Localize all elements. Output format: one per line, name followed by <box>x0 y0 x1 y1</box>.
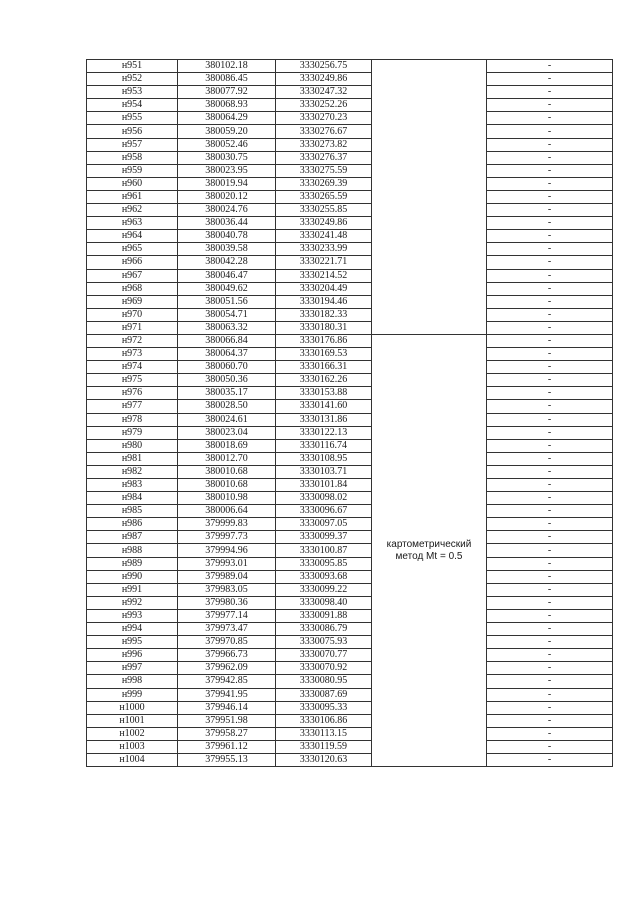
x-coordinate-cell: 380030.75 <box>178 151 276 164</box>
x-coordinate-cell: 380010.68 <box>178 479 276 492</box>
x-coordinate-cell: 380019.94 <box>178 177 276 190</box>
dash-cell: - <box>487 387 613 400</box>
x-coordinate-cell: 380059.20 <box>178 125 276 138</box>
y-coordinate-cell: 3330106.86 <box>276 714 372 727</box>
dash-cell: - <box>487 308 613 321</box>
y-coordinate-cell: 3330099.37 <box>276 531 372 544</box>
y-coordinate-cell: 3330265.59 <box>276 190 372 203</box>
y-coordinate-cell: 3330103.71 <box>276 465 372 478</box>
dash-cell: - <box>487 321 613 334</box>
point-id-cell: н994 <box>87 623 178 636</box>
table-row <box>87 714 613 727</box>
table-row <box>87 334 613 347</box>
table-row <box>87 217 613 230</box>
dash-cell: - <box>487 701 613 714</box>
coordinates-table <box>86 59 613 767</box>
dash-cell: - <box>487 400 613 413</box>
method-cell <box>372 60 487 335</box>
x-coordinate-cell: 379973.47 <box>178 623 276 636</box>
x-coordinate-cell: 380020.12 <box>178 190 276 203</box>
y-coordinate-cell: 3330214.52 <box>276 269 372 282</box>
x-coordinate-cell: 380010.98 <box>178 492 276 505</box>
y-coordinate-cell: 3330120.63 <box>276 753 372 766</box>
y-coordinate-cell: 3330166.31 <box>276 361 372 374</box>
x-coordinate-cell: 380024.61 <box>178 413 276 426</box>
table-row <box>87 282 613 295</box>
point-id-cell: н1000 <box>87 701 178 714</box>
dash-cell: - <box>487 99 613 112</box>
x-coordinate-cell: 379942.85 <box>178 675 276 688</box>
point-id-cell: н968 <box>87 282 178 295</box>
dash-cell: - <box>487 452 613 465</box>
y-coordinate-cell: 3330182.33 <box>276 308 372 321</box>
table-row <box>87 190 613 203</box>
dash-cell: - <box>487 243 613 256</box>
y-coordinate-cell: 3330276.67 <box>276 125 372 138</box>
y-coordinate-cell: 3330095.33 <box>276 701 372 714</box>
table-row <box>87 73 613 86</box>
point-id-cell: н1001 <box>87 714 178 727</box>
point-id-cell: н987 <box>87 531 178 544</box>
table-row <box>87 348 613 361</box>
table-row <box>87 426 613 439</box>
dash-cell: - <box>487 86 613 99</box>
dash-cell: - <box>487 295 613 308</box>
y-coordinate-cell: 3330098.02 <box>276 492 372 505</box>
point-id-cell: н972 <box>87 334 178 347</box>
point-id-cell: н957 <box>87 138 178 151</box>
y-coordinate-cell: 3330247.32 <box>276 86 372 99</box>
point-id-cell: н1003 <box>87 740 178 753</box>
table-row <box>87 636 613 649</box>
point-id-cell: н969 <box>87 295 178 308</box>
dash-cell: - <box>487 740 613 753</box>
x-coordinate-cell: 379955.13 <box>178 753 276 766</box>
x-coordinate-cell: 379961.12 <box>178 740 276 753</box>
dash-cell: - <box>487 426 613 439</box>
x-coordinate-cell: 380102.18 <box>178 60 276 73</box>
x-coordinate-cell: 380018.69 <box>178 439 276 452</box>
point-id-cell: н953 <box>87 86 178 99</box>
x-coordinate-cell: 379966.73 <box>178 649 276 662</box>
point-id-cell: н955 <box>87 112 178 125</box>
dash-cell: - <box>487 557 613 570</box>
table-row <box>87 557 613 570</box>
x-coordinate-cell: 380006.64 <box>178 505 276 518</box>
table-row <box>87 413 613 426</box>
point-id-cell: н986 <box>87 518 178 531</box>
table-row <box>87 387 613 400</box>
table-row <box>87 479 613 492</box>
method-cell: картометрический метод Mt = 0.5 <box>372 334 487 766</box>
point-id-cell: н991 <box>87 583 178 596</box>
table-row <box>87 243 613 256</box>
point-id-cell: н958 <box>87 151 178 164</box>
point-id-cell: н954 <box>87 99 178 112</box>
dash-cell: - <box>487 544 613 557</box>
x-coordinate-cell: 379997.73 <box>178 531 276 544</box>
dash-cell: - <box>487 518 613 531</box>
dash-cell: - <box>487 361 613 374</box>
dash-cell: - <box>487 688 613 701</box>
point-id-cell: н952 <box>87 73 178 86</box>
table-row <box>87 531 613 544</box>
point-id-cell: н996 <box>87 649 178 662</box>
table-row <box>87 269 613 282</box>
table-row <box>87 662 613 675</box>
dash-cell: - <box>487 583 613 596</box>
dash-cell: - <box>487 492 613 505</box>
x-coordinate-cell: 380054.71 <box>178 308 276 321</box>
y-coordinate-cell: 3330070.92 <box>276 662 372 675</box>
y-coordinate-cell: 3330099.22 <box>276 583 372 596</box>
x-coordinate-cell: 379980.36 <box>178 596 276 609</box>
point-id-cell: н1004 <box>87 753 178 766</box>
x-coordinate-cell: 380023.04 <box>178 426 276 439</box>
y-coordinate-cell: 3330276.37 <box>276 151 372 164</box>
table-row <box>87 701 613 714</box>
x-coordinate-cell: 380052.46 <box>178 138 276 151</box>
y-coordinate-cell: 3330075.93 <box>276 636 372 649</box>
table-row <box>87 452 613 465</box>
y-coordinate-cell: 3330249.86 <box>276 73 372 86</box>
table-row <box>87 112 613 125</box>
x-coordinate-cell: 380012.70 <box>178 452 276 465</box>
y-coordinate-cell: 3330275.59 <box>276 164 372 177</box>
point-id-cell: н963 <box>87 217 178 230</box>
table-row <box>87 138 613 151</box>
y-coordinate-cell: 3330269.39 <box>276 177 372 190</box>
point-id-cell: н959 <box>87 164 178 177</box>
x-coordinate-cell: 380077.92 <box>178 86 276 99</box>
y-coordinate-cell: 3330113.15 <box>276 727 372 740</box>
y-coordinate-cell: 3330091.88 <box>276 609 372 622</box>
point-id-cell: н964 <box>87 230 178 243</box>
y-coordinate-cell: 3330204.49 <box>276 282 372 295</box>
dash-cell: - <box>487 531 613 544</box>
x-coordinate-cell: 379999.83 <box>178 518 276 531</box>
point-id-cell: н977 <box>87 400 178 413</box>
x-coordinate-cell: 380064.37 <box>178 348 276 361</box>
x-coordinate-cell: 379989.04 <box>178 570 276 583</box>
table-row <box>87 230 613 243</box>
x-coordinate-cell: 380046.47 <box>178 269 276 282</box>
dash-cell: - <box>487 73 613 86</box>
y-coordinate-cell: 3330169.53 <box>276 348 372 361</box>
point-id-cell: н988 <box>87 544 178 557</box>
dash-cell: - <box>487 413 613 426</box>
table-row <box>87 86 613 99</box>
x-coordinate-cell: 379994.96 <box>178 544 276 557</box>
table-row <box>87 688 613 701</box>
table-row <box>87 99 613 112</box>
x-coordinate-cell: 379993.01 <box>178 557 276 570</box>
dash-cell: - <box>487 649 613 662</box>
table-row <box>87 727 613 740</box>
dash-cell: - <box>487 112 613 125</box>
y-coordinate-cell: 3330270.23 <box>276 112 372 125</box>
point-id-cell: н961 <box>87 190 178 203</box>
table-row <box>87 492 613 505</box>
y-coordinate-cell: 3330108.95 <box>276 452 372 465</box>
point-id-cell: н962 <box>87 204 178 217</box>
dash-cell: - <box>487 164 613 177</box>
dash-cell: - <box>487 596 613 609</box>
x-coordinate-cell: 380036.44 <box>178 217 276 230</box>
y-coordinate-cell: 3330101.84 <box>276 479 372 492</box>
point-id-cell: н982 <box>87 465 178 478</box>
y-coordinate-cell: 3330249.86 <box>276 217 372 230</box>
x-coordinate-cell: 380086.45 <box>178 73 276 86</box>
point-id-cell: н989 <box>87 557 178 570</box>
dash-cell: - <box>487 465 613 478</box>
dash-cell: - <box>487 675 613 688</box>
coordinates-table-body <box>87 60 613 767</box>
dash-cell: - <box>487 230 613 243</box>
table-row <box>87 308 613 321</box>
x-coordinate-cell: 380010.68 <box>178 465 276 478</box>
dash-cell: - <box>487 348 613 361</box>
dash-cell: - <box>487 256 613 269</box>
table-row <box>87 596 613 609</box>
x-coordinate-cell: 380060.70 <box>178 361 276 374</box>
dash-cell: - <box>487 269 613 282</box>
point-id-cell: н990 <box>87 570 178 583</box>
y-coordinate-cell: 3330093.68 <box>276 570 372 583</box>
y-coordinate-cell: 3330070.77 <box>276 649 372 662</box>
dash-cell: - <box>487 727 613 740</box>
x-coordinate-cell: 380039.58 <box>178 243 276 256</box>
point-id-cell: н985 <box>87 505 178 518</box>
x-coordinate-cell: 380050.36 <box>178 374 276 387</box>
dash-cell: - <box>487 138 613 151</box>
point-id-cell: н983 <box>87 479 178 492</box>
dash-cell: - <box>487 282 613 295</box>
point-id-cell: н966 <box>87 256 178 269</box>
x-coordinate-cell: 379977.14 <box>178 609 276 622</box>
y-coordinate-cell: 3330221.71 <box>276 256 372 269</box>
y-coordinate-cell: 3330122.13 <box>276 426 372 439</box>
table-row <box>87 583 613 596</box>
y-coordinate-cell: 3330100.87 <box>276 544 372 557</box>
dash-cell: - <box>487 505 613 518</box>
x-coordinate-cell: 379951.98 <box>178 714 276 727</box>
table-row <box>87 570 613 583</box>
table-row <box>87 675 613 688</box>
point-id-cell: н1002 <box>87 727 178 740</box>
point-id-cell: н995 <box>87 636 178 649</box>
point-id-cell: н967 <box>87 269 178 282</box>
y-coordinate-cell: 3330119.59 <box>276 740 372 753</box>
table-row <box>87 125 613 138</box>
x-coordinate-cell: 380028.50 <box>178 400 276 413</box>
table-row <box>87 753 613 766</box>
y-coordinate-cell: 3330255.85 <box>276 204 372 217</box>
x-coordinate-cell: 380068.93 <box>178 99 276 112</box>
y-coordinate-cell: 3330131.86 <box>276 413 372 426</box>
x-coordinate-cell: 379970.85 <box>178 636 276 649</box>
point-id-cell: н998 <box>87 675 178 688</box>
point-id-cell: н975 <box>87 374 178 387</box>
dash-cell: - <box>487 190 613 203</box>
point-id-cell: н980 <box>87 439 178 452</box>
x-coordinate-cell: 379958.27 <box>178 727 276 740</box>
y-coordinate-cell: 3330086.79 <box>276 623 372 636</box>
dash-cell: - <box>487 609 613 622</box>
table-row <box>87 740 613 753</box>
table-row <box>87 649 613 662</box>
y-coordinate-cell: 3330098.40 <box>276 596 372 609</box>
dash-cell: - <box>487 753 613 766</box>
table-row <box>87 204 613 217</box>
point-id-cell: н984 <box>87 492 178 505</box>
table-row <box>87 164 613 177</box>
point-id-cell: н974 <box>87 361 178 374</box>
x-coordinate-cell: 379962.09 <box>178 662 276 675</box>
table-row <box>87 295 613 308</box>
x-coordinate-cell: 380024.76 <box>178 204 276 217</box>
x-coordinate-cell: 379946.14 <box>178 701 276 714</box>
y-coordinate-cell: 3330141.60 <box>276 400 372 413</box>
dash-cell: - <box>487 204 613 217</box>
point-id-cell: н951 <box>87 60 178 73</box>
y-coordinate-cell: 3330241.48 <box>276 230 372 243</box>
table-row <box>87 256 613 269</box>
point-id-cell: н976 <box>87 387 178 400</box>
table-row <box>87 623 613 636</box>
x-coordinate-cell: 380051.56 <box>178 295 276 308</box>
y-coordinate-cell: 3330180.31 <box>276 321 372 334</box>
dash-cell: - <box>487 125 613 138</box>
dash-cell: - <box>487 570 613 583</box>
x-coordinate-cell: 379983.05 <box>178 583 276 596</box>
table-row <box>87 151 613 164</box>
y-coordinate-cell: 3330194.46 <box>276 295 372 308</box>
point-id-cell: н999 <box>87 688 178 701</box>
y-coordinate-cell: 3330162.26 <box>276 374 372 387</box>
dash-cell: - <box>487 439 613 452</box>
table-row <box>87 374 613 387</box>
x-coordinate-cell: 380023.95 <box>178 164 276 177</box>
dash-cell: - <box>487 60 613 73</box>
point-id-cell: н960 <box>87 177 178 190</box>
dash-cell: - <box>487 151 613 164</box>
x-coordinate-cell: 380042.28 <box>178 256 276 269</box>
dash-cell: - <box>487 374 613 387</box>
x-coordinate-cell: 380063.32 <box>178 321 276 334</box>
x-coordinate-cell: 380066.84 <box>178 334 276 347</box>
table-row <box>87 465 613 478</box>
point-id-cell: н993 <box>87 609 178 622</box>
x-coordinate-cell: 379941.95 <box>178 688 276 701</box>
table-row <box>87 439 613 452</box>
table-row <box>87 505 613 518</box>
y-coordinate-cell: 3330233.99 <box>276 243 372 256</box>
point-id-cell: н978 <box>87 413 178 426</box>
y-coordinate-cell: 3330116.74 <box>276 439 372 452</box>
y-coordinate-cell: 3330080.95 <box>276 675 372 688</box>
point-id-cell: н971 <box>87 321 178 334</box>
y-coordinate-cell: 3330097.05 <box>276 518 372 531</box>
y-coordinate-cell: 3330273.82 <box>276 138 372 151</box>
x-coordinate-cell: 380064.29 <box>178 112 276 125</box>
y-coordinate-cell: 3330095.85 <box>276 557 372 570</box>
y-coordinate-cell: 3330176.86 <box>276 334 372 347</box>
point-id-cell: н979 <box>87 426 178 439</box>
y-coordinate-cell: 3330096.67 <box>276 505 372 518</box>
table-row <box>87 177 613 190</box>
y-coordinate-cell: 3330256.75 <box>276 60 372 73</box>
point-id-cell: н965 <box>87 243 178 256</box>
y-coordinate-cell: 3330252.26 <box>276 99 372 112</box>
table-row <box>87 609 613 622</box>
point-id-cell: н970 <box>87 308 178 321</box>
dash-cell: - <box>487 479 613 492</box>
table-row <box>87 60 613 73</box>
dash-cell: - <box>487 623 613 636</box>
y-coordinate-cell: 3330153.88 <box>276 387 372 400</box>
y-coordinate-cell: 3330087.69 <box>276 688 372 701</box>
point-id-cell: н997 <box>87 662 178 675</box>
x-coordinate-cell: 380049.62 <box>178 282 276 295</box>
point-id-cell: н973 <box>87 348 178 361</box>
table-row <box>87 361 613 374</box>
x-coordinate-cell: 380035.17 <box>178 387 276 400</box>
point-id-cell: н956 <box>87 125 178 138</box>
dash-cell: - <box>487 636 613 649</box>
dash-cell: - <box>487 217 613 230</box>
table-row <box>87 518 613 531</box>
dash-cell: - <box>487 662 613 675</box>
point-id-cell: н981 <box>87 452 178 465</box>
table-row <box>87 321 613 334</box>
table-row <box>87 544 613 557</box>
dash-cell: - <box>487 334 613 347</box>
table-row <box>87 400 613 413</box>
dash-cell: - <box>487 177 613 190</box>
x-coordinate-cell: 380040.78 <box>178 230 276 243</box>
dash-cell: - <box>487 714 613 727</box>
point-id-cell: н992 <box>87 596 178 609</box>
